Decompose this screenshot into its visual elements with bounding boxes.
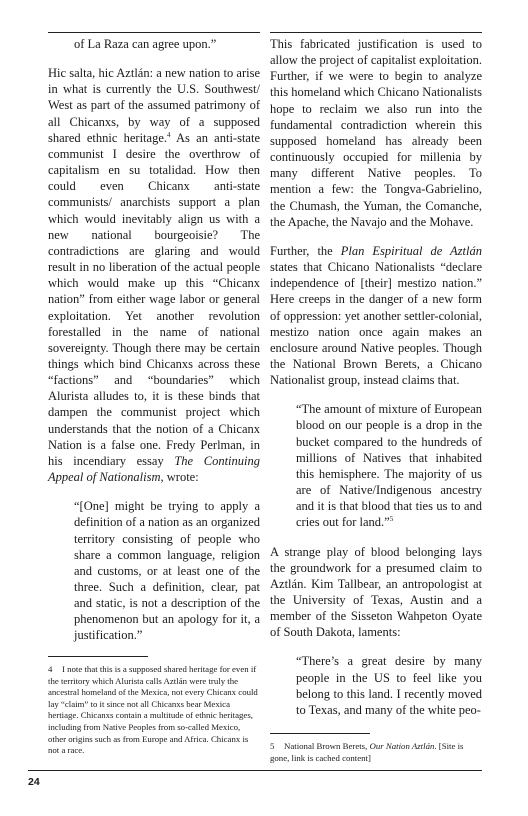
body-paragraph: This fabricated justification is used to allow the project of capitalist exploitation. Further, if we were to begin to analyze this homeland which Chicano Nationalists hope to reclaim we also run into the fundamental contradiction wherein this supposed homeland has already been continuously occupied for millenia by many different Native peoples. To mention a few: the Tongva-Gabrielino, the Chumash, the Yuman, the Comanche, the Apache, the Navajo and the Mohave. [270, 37, 482, 229]
block-quote: “[One] might be trying to apply a definition of a nation as an organized territory consisting of people who share a common language, religion and customs, or at least one of the three. Such a definition, clear, pat and static, is not a description of the phenomenon but an apology for it, a justification.” [74, 499, 260, 643]
essay-title: The Continuing Appeal of Nationalism [48, 453, 260, 485]
body-paragraph [48, 65, 260, 485]
source-title: Our Nation Aztlán [369, 741, 435, 751]
page-number: 24 [28, 776, 40, 788]
top-rule-right [270, 32, 482, 33]
block-quote: “There’s a great desire by many people in the US to feel like you belong to this land. I recently moved to Texas, and many of the white peo- [296, 654, 482, 717]
footnote-rule-left [48, 656, 148, 657]
block-quote [296, 401, 482, 530]
top-rule-left [48, 32, 260, 33]
paragraph-text: Hic salta, hic Aztlán: a new nation to arise in what is currently the U.S. Southwest/ West as part of the assumed patrimony of all Chicanxs, by way of a supposed shared ethnic heritage. [48, 66, 260, 145]
paragraph-text: As an anti-state communist I desire the overthrow of capitalism en su totalidad. How then could even Chicanx anti-state communists/ anarchists support a plan which would inevitably align us with a new national bourgeoisie? The contradictions are glaring and would result in no liberation of the actual people which would make up this “Chicanx nation” from either wage labor or general exploitation. Yet another revolution forestalled in the name of national sovereignty. Though there may be certain things which bind Chicanxs across these “factions” and “boundaries” which Alurista alludes to, it is these binds that dampen the communist project which understands that the notion of a Chicanx Nation is a false one. Fredy Perlman, in his incendiary essay [48, 130, 260, 468]
footnote-number: 4 [48, 664, 53, 674]
body-paragraph [270, 243, 482, 388]
left-column [48, 36, 260, 644]
quote-text: “The amount of mixture of European blood on our people is a drop in the bucket compared to the hundreds of millions of Natives that inhabited this hemisphere. The majority of us are of Native/Indigenous ancestry and it is that blood that ties us to and cries out for land.” [296, 402, 482, 530]
footnote-number: 5 [270, 741, 275, 751]
footnote-rule-right [270, 733, 370, 734]
footnote-text: I note that this is a supposed shared heritage for even if the territory which Alurista calls Aztlán were truly the ancestral homeland of the Mexica, not every Chicanx could lay “claim” to it since not all Chicanxs bear Mexica hertiage. Chicanxs contain a multitude of ethnic heritages, including from Native Peoples from so-called Mexico, other origins such as from Europe and Africa. Chicanx is not a race. [48, 664, 258, 756]
bottom-rule [28, 770, 482, 771]
footnote-text: . [Site is gone, link is cached content] [270, 741, 464, 763]
body-paragraph: A strange play of blood belonging lays the groundwork for a presumed claim to Aztlán. Kim Tallbear, an antropologist at the University of Texas, Austin and a member of the Sisseton Wahpeton Oyate of South Dakota, laments: [270, 544, 482, 640]
footnote-5 [270, 741, 482, 764]
right-column [270, 36, 482, 718]
paragraph-text: states that Chicano Nationalists “declare independence of [their] mestizo nation.” Here creeps in the danger of a new form of oppression: yet another settler-colonial, mestizo nation once again makes an enclosure around Native peoples. Though the National Brown Berets, a Chicano Nationalist group, instead claims that. [270, 260, 482, 388]
continuation-line: of La Raza can agree upon.” [74, 37, 217, 51]
footnote-4 [48, 664, 260, 757]
document-title: Plan Espiritual de Aztlán [340, 243, 482, 258]
footnote-text: National Brown Berets, [284, 741, 370, 751]
footnote-marker: 5 [389, 515, 394, 524]
footnote-marker: 4 [167, 130, 171, 139]
paragraph-text: Further, the [270, 243, 341, 258]
paragraph-text: , wrote: [160, 470, 199, 485]
